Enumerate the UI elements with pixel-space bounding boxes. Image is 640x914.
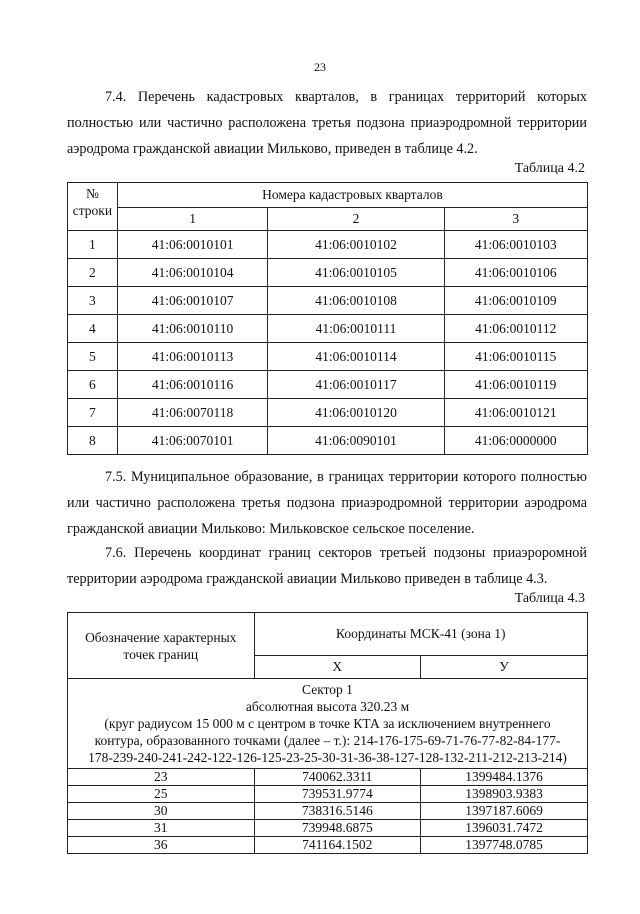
table-row — [68, 259, 588, 287]
paragraph-line: 7.4. Перечень кадастровых кварталов, в границах территорий которых — [105, 89, 587, 105]
table-row — [68, 803, 588, 820]
paragraph-line: или частично расположена третья подзона приаэродромной территории аэродрома — [67, 495, 587, 511]
coord-x-cell: 738316.5146 — [254, 803, 421, 820]
cadastral-number-cell: 41:06:0010108 — [268, 287, 444, 315]
sector-line: контура, образованного точками (далее – т.): 214-176-175-69-71-76-77-82-84-177- — [94, 733, 561, 748]
table-row — [68, 231, 588, 259]
table-row — [68, 371, 588, 399]
coord-x-cell: 739531.9774 — [254, 786, 421, 803]
row-number-cell: 6 — [68, 371, 118, 399]
paragraph-line: гражданской авиации Мильково: Мильковское сельское поселение. — [67, 521, 475, 537]
table-row — [68, 769, 588, 786]
coord-y-cell: 1397748.0785 — [421, 837, 588, 854]
paragraph-line: 7.5. Муниципальное образование, в границах территории которого полностью — [105, 469, 587, 485]
header-col-1: 1 — [117, 208, 268, 231]
cadastral-number-cell: 41:06:0070118 — [117, 399, 268, 427]
header-coords: Координаты МСК-41 (зона 1) — [254, 613, 588, 656]
point-id-cell: 30 — [68, 803, 255, 820]
cadastral-number-cell: 41:06:0010117 — [268, 371, 444, 399]
coord-y-cell: 1397187.6069 — [421, 803, 588, 820]
table-4-2 — [67, 182, 588, 455]
row-number-cell: 4 — [68, 315, 118, 343]
cadastral-number-cell: 41:06:0010110 — [117, 315, 268, 343]
sector-line: абсолютная высота 320.23 м — [245, 699, 410, 714]
header-cadastral-group: Номера кадастровых кварталов — [117, 183, 587, 208]
table-4-3 — [67, 612, 588, 854]
page-number: 23 — [314, 60, 326, 74]
table-4-2-caption: Таблица 4.2 — [514, 161, 585, 176]
cadastral-number-cell: 41:06:0010102 — [268, 231, 444, 259]
cadastral-number-cell: 41:06:0010105 — [268, 259, 444, 287]
paragraph-7-6 — [67, 540, 587, 592]
table-row — [68, 343, 588, 371]
table-row — [68, 427, 588, 455]
row-number-cell: 2 — [68, 259, 118, 287]
point-id-cell: 31 — [68, 820, 255, 837]
paragraph-line: 7.6. Перечень координат границ секторов третьей подзоны приаэроромной — [105, 545, 587, 561]
table-4-3-body — [68, 769, 588, 854]
cadastral-number-cell: 41:06:0010109 — [444, 287, 588, 315]
coord-y-cell: 1398903.9383 — [421, 786, 588, 803]
paragraph-line: полностью или частично расположена третья подзона приаэродромной территории — [67, 115, 587, 131]
cadastral-number-cell: 41:06:0010106 — [444, 259, 588, 287]
cadastral-number-cell: 41:06:0010112 — [444, 315, 588, 343]
row-number-cell: 1 — [68, 231, 118, 259]
header-col-3: 3 — [444, 208, 588, 231]
header-col-2: 2 — [268, 208, 444, 231]
cadastral-number-cell: 41:06:0010116 — [117, 371, 268, 399]
row-number-cell: 5 — [68, 343, 118, 371]
cadastral-number-cell: 41:06:0010120 — [268, 399, 444, 427]
coord-x-cell: 741164.1502 — [254, 837, 421, 854]
table-row — [68, 786, 588, 803]
coord-y-cell: 1396031.7472 — [421, 820, 588, 837]
table-row — [68, 287, 588, 315]
paragraph-7-4 — [67, 84, 587, 162]
cadastral-number-cell: 41:06:0090101 — [268, 427, 444, 455]
header-row-number: № строки — [68, 183, 118, 231]
cadastral-number-cell: 41:06:0000000 — [444, 427, 588, 455]
table-row — [68, 820, 588, 837]
sector-line: Сектор 1 — [302, 682, 353, 697]
cadastral-number-cell: 41:06:0010111 — [268, 315, 444, 343]
header-points: Обозначение характерных точек границ — [68, 613, 255, 679]
row-number-cell: 7 — [68, 399, 118, 427]
row-number-cell: 3 — [68, 287, 118, 315]
sector-line: (круг радиусом 15 000 м с центром в точке КТА за исключением внутреннего — [104, 716, 551, 731]
header-x: Х — [254, 656, 421, 679]
cadastral-number-cell: 41:06:0010101 — [117, 231, 268, 259]
cadastral-number-cell: 41:06:0010113 — [117, 343, 268, 371]
cadastral-number-cell: 41:06:0010104 — [117, 259, 268, 287]
coord-x-cell: 739948.6875 — [254, 820, 421, 837]
coord-y-cell: 1399484.1376 — [421, 769, 588, 786]
point-id-cell: 25 — [68, 786, 255, 803]
table-4-2-body — [68, 231, 588, 455]
sector-line: 178-239-240-241-242-122-126-125-23-25-30-31-36-38-127-128-132-211-212-213-214) — [88, 750, 567, 765]
cadastral-number-cell: 41:06:0070101 — [117, 427, 268, 455]
table-row — [68, 315, 588, 343]
table-row — [68, 837, 588, 854]
sector-1-description — [68, 679, 588, 769]
table-row — [68, 399, 588, 427]
cadastral-number-cell: 41:06:0010115 — [444, 343, 588, 371]
paragraph-line: аэродрома гражданской авиации Мильково, приведен в таблице 4.2. — [67, 141, 478, 157]
cadastral-number-cell: 41:06:0010103 — [444, 231, 588, 259]
paragraph-7-5 — [67, 464, 587, 542]
coord-x-cell: 740062.3311 — [254, 769, 421, 786]
cadastral-number-cell: 41:06:0010114 — [268, 343, 444, 371]
paragraph-line: территории аэродрома гражданской авиации Мильково приведен в таблице 4.3. — [67, 571, 548, 587]
header-y: У — [421, 656, 588, 679]
cadastral-number-cell: 41:06:0010107 — [117, 287, 268, 315]
point-id-cell: 23 — [68, 769, 255, 786]
row-number-cell: 8 — [68, 427, 118, 455]
table-4-3-caption: Таблица 4.3 — [514, 591, 585, 606]
cadastral-number-cell: 41:06:0010121 — [444, 399, 588, 427]
point-id-cell: 36 — [68, 837, 255, 854]
cadastral-number-cell: 41:06:0010119 — [444, 371, 588, 399]
